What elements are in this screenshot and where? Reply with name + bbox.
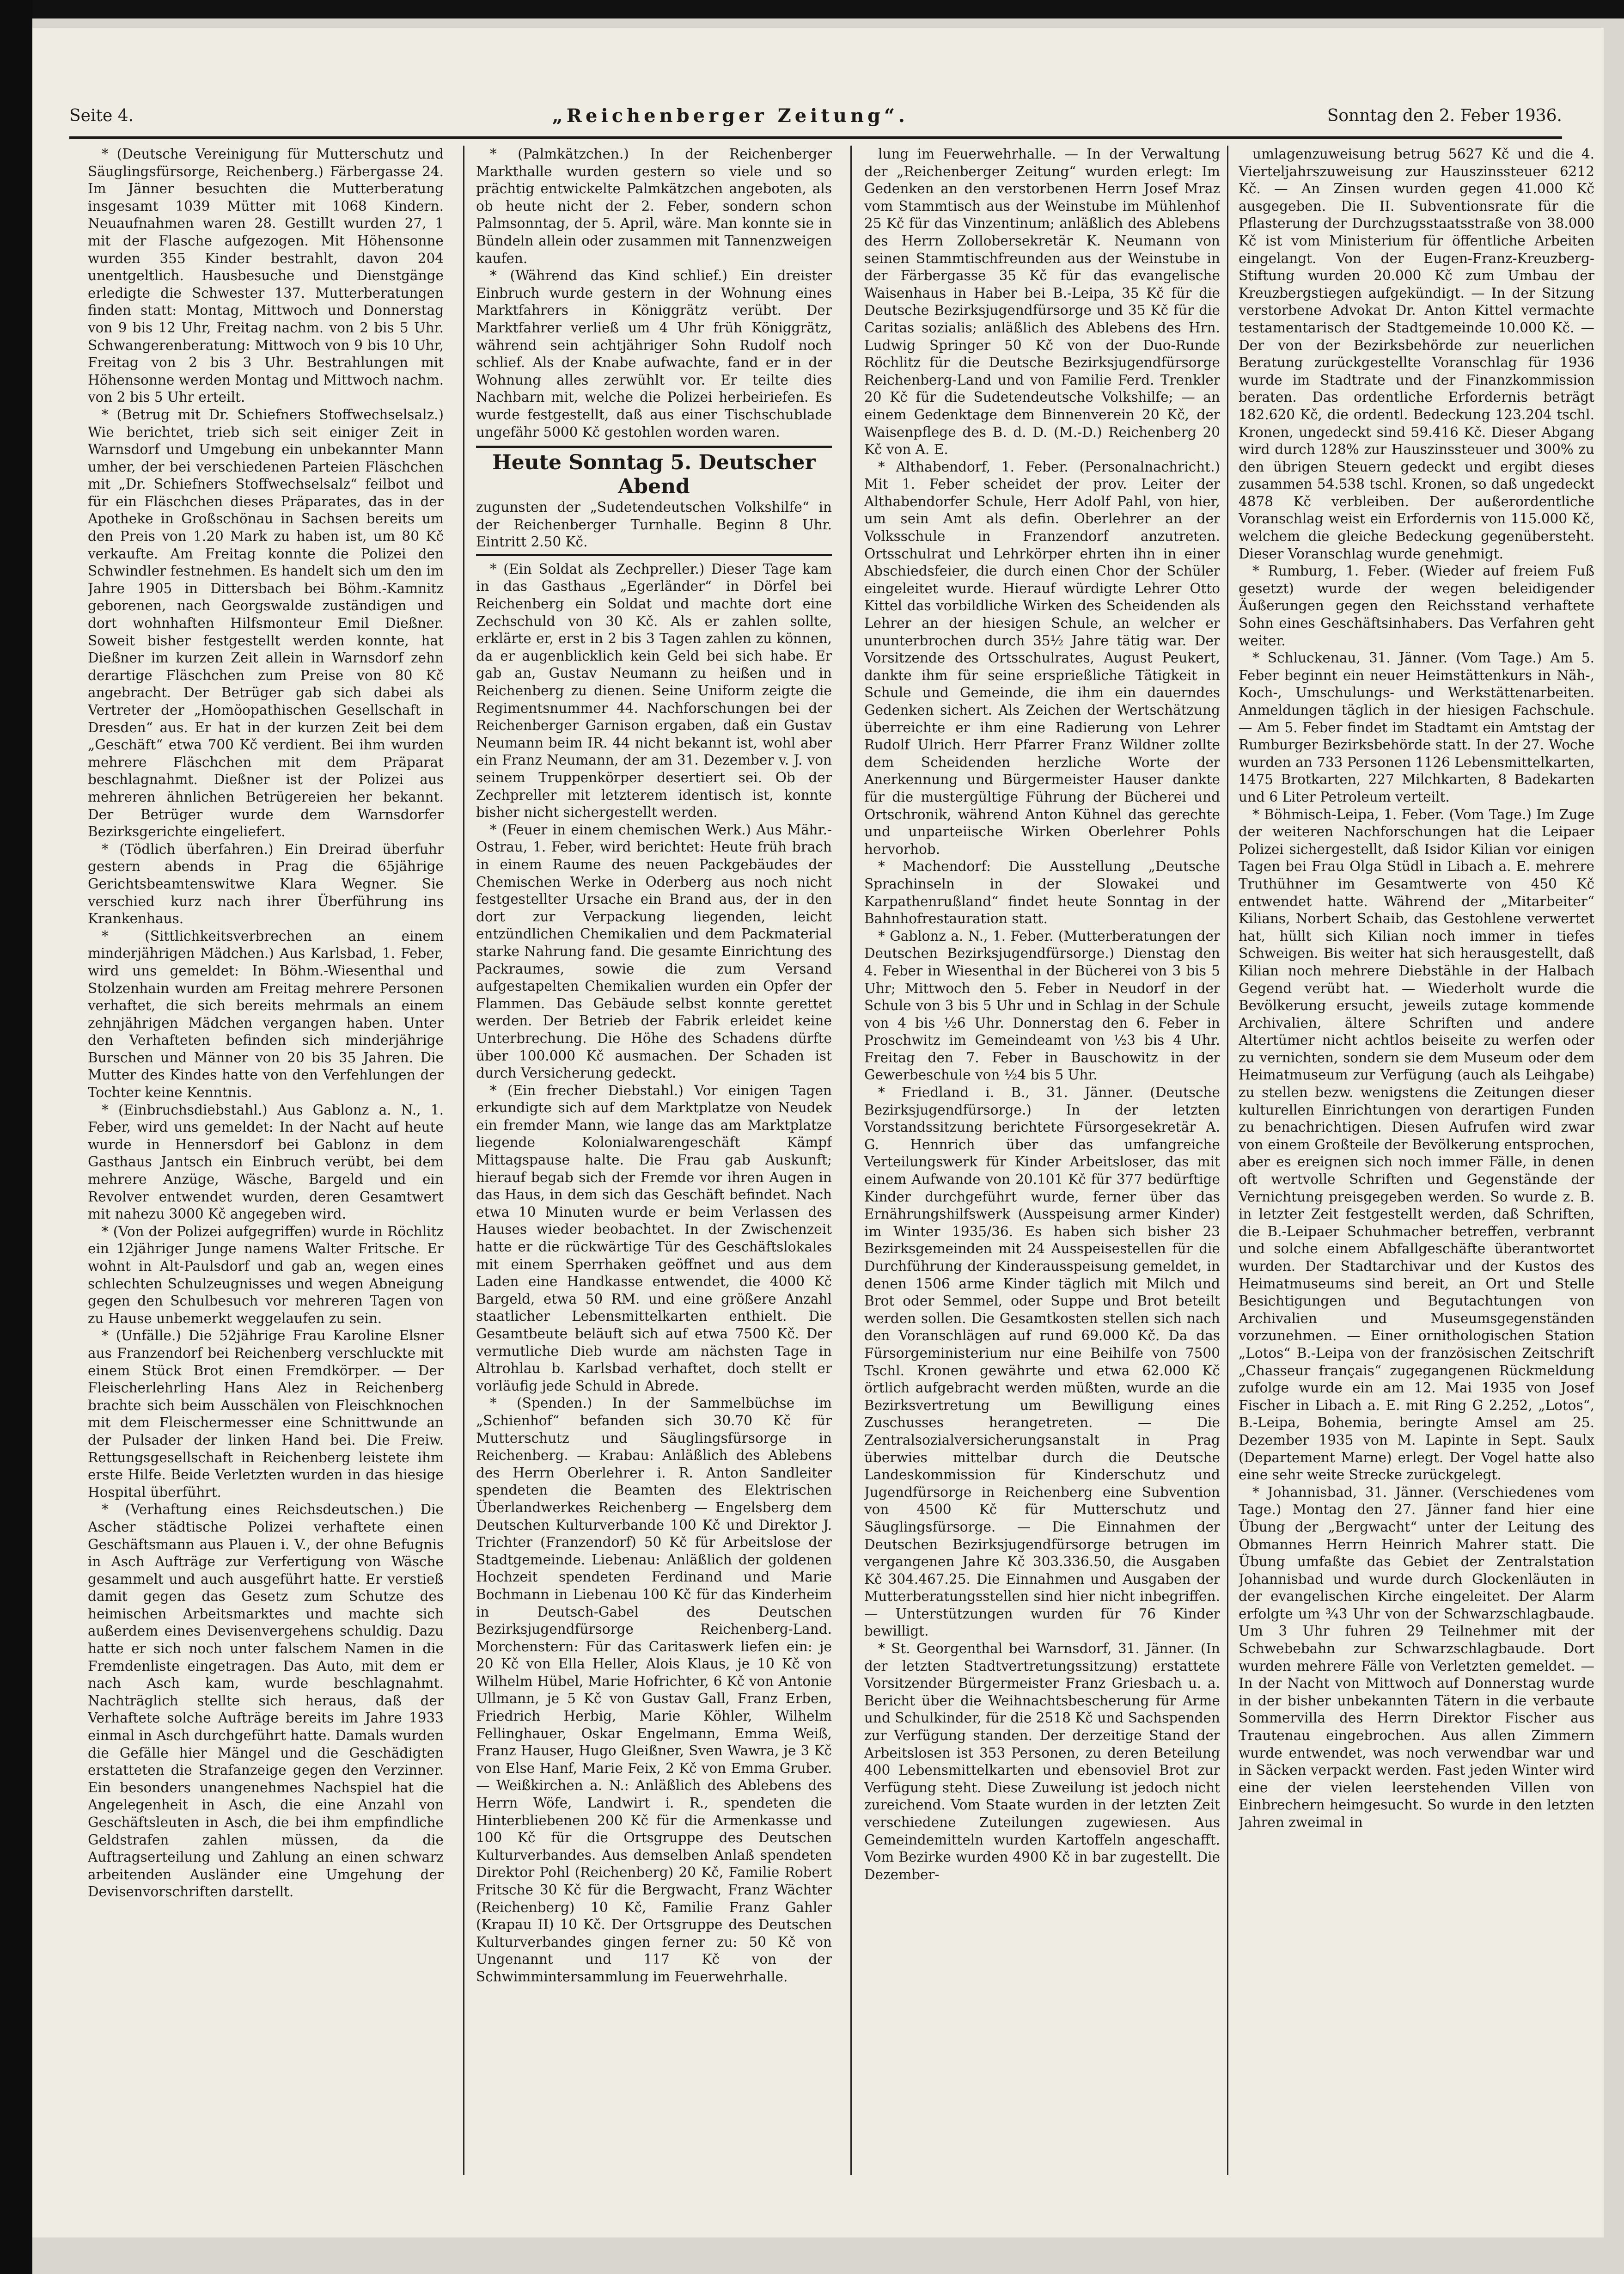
article: * Gablonz a. N., 1. Feber. (Mutterberatungen der Deutschen Bezirksjugendfürsorge.) Dienstag den 4. Feber in Wiesenthal in der Bücherei von 3 bis 5 Uhr; Mittwoch den 5. Feber in Neudorf in der Schule von 3 bis 5 Uhr und in Schlag in der Schule von 4 bis ½6 Uhr. Donnerstag den 6. Feber in Proschwitz im Gemeindeamt von ½3 bis 4 Uhr. Freitag den 7. Feber in Bauschowitz in der Gewerbeschule von ½4 bis 5 Uhr. <box>864 928 1220 1083</box>
article: * Althabendorf, 1. Feber. (Personalnachricht.) Mit 1. Feber scheidet der prov. Leiter der Althabendorfer Schule, Herr Adolf Pahl, von hier, um sein Amt als defin. Oberlehrer an der Volksschule in Franzendorf anzutreten. Ortsschulrat und Lehrkörper ehrten ihn in einer Abschiedsfeier, die durch einen Chor der Schüler eingeleitet wurde. Hierauf würdigte Lehrer Otto Kittel das vorbildliche Wirken des Scheidenden als Lehrer an der hiesigen Schule, an welcher er ununterbrochen durch 35½ Jahre tätig war. Der Vorsitzende des Ortsschulrates, August Peukert, dankte ihm für seine ersprießliche Tätigkeit in Schule und Gemeinde, die ihm ein dauerndes Gedenken sichert. Als Zeichen der Wertschätzung überreichte er ihm eine Radierung von Lehrer Rudolf Ulrich. Herr Pfarrer Franz Wildner zollte dem Scheidenden herzliche Worte der Anerkennung und Bürgermeister Hauser dankte für die mustergültige Führung der Bücherei und Ortschronik, während Anton Kühnel das gerechte und unparteiische Wirken Oberlehrer Pohls hervorhob. <box>864 459 1220 857</box>
page-number: Seite 4. <box>69 106 134 125</box>
page-header <box>69 99 1562 132</box>
article: * (Spenden.) In der Sammelbüchse im „Schienhof“ befanden sich 30.70 Kč für Mutterschutz und Säuglingsfürsorge in Reichenberg. — Krabau: Anläßlich des Ablebens des Herrn Oberlehrer i. R. Anton Sandleiter spendeten die Beamten des Elektrischen Überlandwerkes Reichenberg — Engelsberg dem Deutschen Kulturverbande 100 Kč und Direktor J. Trichter (Franzendorf) 50 Kč für Arbeitslose der Stadtgemeinde. Liebenau: Anläßlich der goldenen Hochzeit spendeten Ferdinand und Marie Bochmann in Liebenau 100 Kč für das Kinderheim in Deutsch-Gabel des Deutschen Bezirksjugendfürsorge Reichenberg-Land. Morchenstern: Für das Caritaswerk liefen ein: je 20 Kč von Ella Heller, Alois Klaus, je 10 Kč von Wilhelm Hübel, Marie Hofrichter, 6 Kč von Antonie Ullmann, je 5 Kč von Gustav Gall, Franz Erben, Friedrich Herbig, Marie Köhler, Wilhelm Fellinghauer, Oskar Engelmann, Emma Weiß, Franz Hauser, Hugo Gleißner, Sven Wawra, je 3 Kč von Else Hanf, Marie Feix, 2 Kč von Emma Gruber. — Weißkirchen a. N.: Anläßlich des Ablebens des Herrn Wöfe, Landwirt i. R., spendeten die Hinterbliebenen 200 Kč für die Armenkasse und 100 Kč für die Ortsgruppe des Deutschen Kulturverbandes. Aus demselben Anlaß spendeten Direktor Pohl (Reichenberg) 20 Kč, Familie Robert Fritsche 30 Kč für die Bergwacht, Franz Wächter (Reichenberg) 10 Kč, Familie Franz Gahler (Krapau II) 10 Kč. Der Ortsgruppe des Deutschen Kulturverbandes gingen ferner zu: 50 Kč von Ungenannt und 117 Kč von der Schwimmintersammlung im Feuerwehrhalle. <box>476 1395 832 1985</box>
article: * (Betrug mit Dr. Schiefners Stoffwechselsalz.) Wie berichtet, trieb sich seit einiger Zeit in Warnsdorf und Umgebung ein unbekannter Mann umher, der bei verschiedenen Parteien Fläschchen mit „Dr. Schiefners Stoffwechselsalz“ feilbot und für ein Fläschchen dieses Präparates, das in der Apotheke in Großschönau in Sachsen bereits um den Preis von 1.20 Mark zu haben ist, um 80 Kč verkaufte. Am Freitag konnte die Polizei den Schwindler festnehmen. Es handelt sich um den im Jahre 1905 in Dittersbach bei Böhm.-Kamnitz geborenen, nach Georgswalde zuständigen und dort wohnhaften Hilfsmonteur Emil Dießner. Soweit bisher festgestellt werden konnte, hat Dießner im kurzen Zeit allein in Warnsdorf zehn derartige Fläschchen zum Preise von 80 Kč angebracht. Der Betrüger gab sich dabei als Vertreter der „Homöopathischen Gesellschaft in Dresden“ aus. Er hat in der kurzen Zeit bei dem „Geschäft“ etwa 700 Kč verdient. Bei ihm wurden mehrere Fläschchen mit dem Präparat beschlagnahmt. Dießner ist der Polizei aus mehreren ähnlichen Betrügereien her bekannt. Der Betrüger wurde dem Warnsdorfer Bezirksgerichte eingeliefert. <box>88 406 444 840</box>
article: * (Unfälle.) Die 52jährige Frau Karoline Elsner aus Franzendorf bei Reichenberg verschluckte mit einem Stück Brot einen Fremdkörper. — Der Fleischerlehrling Hans Alez in Reichenberg brachte sich beim Ausschälen von Fleischknochen mit dem Fleischermesser eine Schnittwunde an der Pulsader der linken Hand bei. Die Freiw. Rettungsgesellschaft in Reichenberg leistete ihm erste Hilfe. Beide Verletzten wurden in das hiesige Hospital überführt. <box>88 1328 444 1500</box>
column-2 <box>476 146 832 2170</box>
article: * (Feuer in einem chemischen Werk.) Aus Mähr.-Ostrau, 1. Feber, wird berichtet: Heute früh brach in einem Raume des neuen Packgebäudes der Chemischen Werke in Oderberg aus noch nicht festgestellter Ursache ein Brand aus, der in den dort zur Verpackung liegenden, leicht entzündlichen Chemikalien und dem Packmaterial starke Nahrung fand. Die gesamte Einrichtung des Packraumes, sowie die zum Versand aufgestapelten Chemikalien wurden ein Opfer der Flammen. Das Gebäude selbst konnte gerettet werden. Der Betrieb der Fabrik erleidet keine Unterbrechung. Die Höhe des Schadens dürfte über 100.000 Kč ausmachen. Der Schaden ist durch Versicherung gedeckt. <box>476 821 832 1081</box>
article: * (Ein Soldat als Zechpreller.) Dieser Tage kam in das Gasthaus „Egerländer“ in Dörfel bei Reichenberg ein Soldat und machte dort eine Zechschuld von 30 Kč. Als er zahlen sollte, erklärte er, erst in 2 bis 3 Tagen zahlen zu können, da er augenblicklich kein Geld bei sich habe. Er gab an, Gustav Neumann zu heißen und in Reichenberg zu dienen. Seine Uniform zeigte die Regimentsnummer 44. Nachforschungen bei der Reichenberger Garnison ergaben, daß ein Gustav Neumann beim IR. 44 nicht bekannt ist, wohl aber ein Franz Neumann, der am 31. Dezember v. J. von seinem Truppenkörper desertiert sei. Ob der Zechpreller mit letzterem identisch ist, konnte bisher nicht sichergestellt werden. <box>476 561 832 821</box>
scan-border-top <box>0 0 1624 18</box>
article: * Johannisbad, 31. Jänner. (Verschiedenes vom Tage.) Montag den 27. Jänner fand hier eine Übung der „Bergwacht“ unter der Leitung des Obmannes Herrn Heinrich Mahrer statt. Die Übung umfaßte das Gebiet der Zentralstation Johannisbad und wurde durch Glockenläuten in der evangelischen Kirche eingeleitet. Der Alarm erfolgte um ¾3 Uhr von der Schwarzschlagbaude. Um 3 Uhr fuhren 29 Teilnehmer mit der Schwebebahn zur Schwarzschlagbaude. Dort wurden mehrere Fälle von Verletzten gemeldet. — In der Nacht von Mittwoch auf Donnerstag wurde in der bisher unbekannten Tätern in die verbaute Sommervilla des Herrn Direktor Fischer aus Trautenau eingebrochen. Aus allen Zimmern wurde entwendet, was noch verwendbar war und in Säcken verpackt werden. Fast jeden Winter wird eine der vielen leerstehenden Villen von Einbrechern heimgesucht. So wurde in den letzten Jahren zweimal in <box>1239 1484 1594 1830</box>
article: * Rumburg, 1. Feber. (Wieder auf freiem Fuß gesetzt) wurde der wegen beleidigender Äußerungen gegen den Reichsstand verhaftete Sohn eines Geschäftsinhabers. Das Verfahren geht weiter. <box>1239 563 1594 649</box>
scan-border-left <box>0 0 32 2274</box>
article: * (Verhaftung eines Reichsdeutschen.) Die Ascher städtische Polizei verhaftete einen Geschäftsmann aus Plauen i. V., der ohne Befugnis in Asch Aufträge zur Verfertigung von Wäsche gesammelt und auch ausgeführt hatte. Er verstieß damit gegen das Gesetz zum Schutze des heimischen Arbeitsmarktes und machte sich außerdem eines Devisenvergehens schuldig. Dazu hatte er sich noch unter falschem Namen in die Fremdenliste eingetragen. Das Auto, mit dem er nach Asch kam, wurde beschlagnahmt. Nachträglich stellte sich heraus, daß der Verhaftete solche Aufträge bereits im Jahre 1933 einmal in Asch durchgeführt hatte. Damals wurden die Gefälle hier Mängel und die Geschädigten erstatteten die Strafanzeige gegen den Verzinner. Ein besonders unangenehmes Nachspiel hat die Angelegenheit in Asch, die eine Anzahl von Geschäftsleuten in Asch, die bei ihm empfindliche Geldstrafen zahlen müssen, da die Auftragserteilung und Zahlung an einen schwarz arbeitenden Ausländer eine Umgehung der Devisenvorschriften darstellt. <box>88 1502 444 1900</box>
article: * Friedland i. B., 31. Jänner. (Deutsche Bezirksjugendfürsorge.) In der letzten Vorstandssitzung berichtete Fürsorgesekretär A. G. Hennrich über das umfangreiche Verteilungswerk für Kinder Arbeitsloser, das mit einem Aufwande von 20.101 Kč für 377 bedürftige Kinder durchgeführt wurde, ferner über das Ernährungshilfswerk (Ausspeisung armer Kinder) im Winter 1935/36. Es haben sich bisher 23 Bezirksgemeinden mit 24 Ausspeisestellen für die Durchführung der Kinderausspeisung gemeldet, in denen 1506 arme Kinder täglich mit Milch und Brot oder Semmel, oder Suppe und Brot beteilt werden sollen. Die Gesamtkosten stellen sich nach den Voranschlägen auf rund 69.000 Kč. Da das Fürsorgeministerium nur eine Beihilfe von 7500 Tschl. Kronen gewährte und etwa 62.000 Kč örtlich aufgebracht werden müßten, wurde an die Bezirksvertretung um Bewilligung eines Zuschusses herangetreten. — Die Zentralsozialversicherungsanstalt in Prag überwies mittelbar durch die Deutsche Landeskommission für Kinderschutz und Jugendfürsorge in Reichenberg eine Subvention von 4500 Kč für Mutterschutz und Säuglingsfürsorge. — Die Einnahmen der Deutschen Bezirksjugendfürsorge betrugen im vergangenen Jahre Kč 303.336.50, die Ausgaben Kč 304.467.25. Die Einnahmen und Ausgaben der Mutterberatungsstellen sind hier nicht inbegriffen. — Unterstützungen wurden für 76 Kinder bewilligt. <box>864 1085 1220 1639</box>
column-divider <box>463 146 464 2175</box>
article: * (Deutsche Vereinigung für Mutterschutz und Säuglingsfürsorge, Reichenberg.) Färbergasse 24. Im Jänner besuchten die Mutterberatung insgesamt 1039 Mütter mit 1068 Kindern. Neuaufnahmen waren 28. Gestillt wurden 27, 1 mit der Flasche aufgezogen. Mit Höhensonne wurden 355 Kinder bestrahlt, davon 204 unentgeltlich. Hausbesuche und Dienstgänge erledigte die Schwester 137. Mutterberatungen finden statt: Montag, Mittwoch und Donnerstag von 9 bis 12 Uhr, Freitag nachm. von 2 bis 5 Uhr. Schwangerenberatung: Mittwoch von 9 bis 10 Uhr, Freitag von 2 bis 3 Uhr. Bestrahlungen mit Höhensonne werden Montag und Mittwoch nachm. von 2 bis 5 Uhr erteilt. <box>88 146 444 405</box>
article: * Schluckenau, 31. Jänner. (Vom Tage.) Am 5. Feber beginnt ein neuer Heimstättenkurs in Näh-, Koch-, Umschulungs- und Werkstättenarbeiten. Anmeldungen täglich in der hiesigen Fachschule. — Am 5. Feber findet im Stadtamt ein Amtstag der Rumburger Bezirksbehörde statt. In der 27. Woche wurden an 733 Personen 1126 Lebensmittelkarten, 1475 Brotkarten, 227 Milchkarten, 8 Badekarten und 6 Liter Petroleum verteilt. <box>1239 650 1594 805</box>
article: * St. Georgenthal bei Warnsdorf, 31. Jänner. (In der letzten Stadtvertretungssitzung) erstattete Vorsitzender Bürgermeister Franz Griesbach u. a. Bericht über die Weihnachtsbescherung für Arme und Schulkinder, für die 2518 Kč und Sachspenden zur Verfügung standen. Der derzeitige Stand der Arbeitslosen ist 353 Personen, zu deren Beteilung 400 Lebensmittelkarten und ebensoviel Brot zur Verfügung steht. Diese Zuweilung ist jedoch nicht zureichend. Vom Staate wurden in der letzten Zeit verschiedene Zuteilungen zugewiesen. Aus Gemeindemitteln wurden Kartoffeln angeschafft. Vom Bezirke wurden 4900 Kč in bar zugestellt. Die Dezember- <box>864 1641 1220 1882</box>
article: * (Palmkätzchen.) In der Reichenberger Markthalle wurden gestern so viele und so prächtig entwickelte Palmkätzchen angeboten, als ob heute nicht der 2. Feber, sondern schon Palmsonntag, der 5. April, wäre. Man konnte sie in Bündeln allein oder zusammen mit Tannenzweigen kaufen. <box>476 146 832 266</box>
article: * (Ein frecher Diebstahl.) Vor einigen Tagen erkundigte sich auf dem Marktplatze von Neudek ein fremder Mann, wie lange das am Marktplatze liegende Kolonialwarengeschäft Kämpf Mittagspause halte. Die Frau gab Auskunft; hierauf begab sich der Fremde vor ihren Augen in das Haus, in dem sich das Geschäft befindet. Nach etwa 10 Minuten wurde er beim Verlassen des Hauses wieder beobachtet. In der Zwischenzeit hatte er die rückwärtige Tür des Geschäftslokales mit einem Sperrhaken geöffnet und aus dem Laden eine Handkasse entwendet, die 4000 Kč Bargeld, etwa 50 RM. und eine größere Anzahl staatlicher Lebensmittelkarten enthielt. Die Gesamtbeute beläuft sich auf etwa 7500 Kč. Der vermutliche Dieb wurde am nächsten Tage in Altrohlau b. Karlsbad verhaftet, doch stellt er vorläufig jede Schuld in Abrede. <box>476 1082 832 1394</box>
article: umlagenzuweisung betrug 5627 Kč und die 4. Vierteljahrszuweisung zur Hauszinssteuer 6212 Kč. — An Zinsen wurden gegen 41.000 Kč ausgegeben. Die II. Subventionsrate für die Pflasterung der Durchzugsstaatsstraße von 38.000 Kč ist vom Ministerium für öffentliche Arbeiten eingelangt. Von der Eugen-Franz-Kreuzberg-Stiftung wurden 20.000 Kč zum Umbau der Kreuzbergstiegen aufgekündigt. — In der Sitzung verstorbene Advokat Dr. Anton Kittel vermachte testamentarisch der Stadtgemeinde 10.000 Kč. — Der von der Bezirksbehörde zur neuerlichen Beratung zurückgestellte Voranschlag für 1936 wurde im Stadtrate und der Finanzkommission beraten. Das ordentliche Erfordernis beträgt 182.620 Kč, die ordentl. Bedeckung 123.204 tschl. Kronen, ungedeckt sind 59.416 Kč. Dieser Abgang wird durch 128% zur Hauszinssteuer und 300% zu den übrigen Steuern gedeckt und ergibt dieses zusammen 54.538 tschl. Kronen, so daß ungedeckt 4878 Kč verbleiben. Der außerordentliche Voranschlag weist ein Erfordernis von 115.000 Kč, welchem die gleiche Bedeckung gegenübersteht. Dieser Voranschlag wurde genehmigt. <box>1239 146 1594 562</box>
article: * Machendorf: Die Ausstellung „Deutsche Sprachinseln in der Slowakei und Karpathenrußland“ findet heute Sonntag in der Bahnhofrestauration statt. <box>864 858 1220 927</box>
header-rule <box>69 136 1562 139</box>
article: * (Tödlich überfahren.) Ein Dreirad überfuhr gestern abends in Prag die 65jährige Gerichtsbeamtenswitwe Klara Wegner. Sie verschied kurz nach ihrer Überführung ins Krankenhaus. <box>88 841 444 927</box>
column-divider <box>850 146 852 2175</box>
announcement-title: Heute Sonntag 5. Deutscher Abend <box>492 451 816 499</box>
column-divider <box>1227 146 1228 2175</box>
announcement-body: zugunsten der „Sudetendeutschen Volkshilfe“ in der Reichenberger Turnhalle. Beginn 8 Uhr. Eintritt 2.50 Kč. <box>476 499 832 550</box>
article: * (Einbruchsdiebstahl.) Aus Gablonz a. N., 1. Feber, wird uns gemeldet: In der Nacht auf heute wurde in Hennersdorf bei Gablonz in dem Gasthaus Jantsch ein Einbruch verübt, bei dem mehrere Anzüge, Wäsche, Bargeld und ein Revolver entwendet wurden, deren Gesamtwert mit nahezu 3000 Kč angegeben wird. <box>88 1102 444 1222</box>
article: * (Von der Polizei aufgegriffen) wurde in Röchlitz ein 12jähriger Junge namens Walter Fritsche. Er wohnt in Alt-Paulsdorf und gab an, wegen eines schlechten Schulzeugnisses und wegen Abneigung gegen den Schulbesuch vor mehreren Tagen von zu Hause unbemerkt weggelaufen zu sein. <box>88 1223 444 1326</box>
event-announcement <box>476 446 832 556</box>
column-1 <box>88 146 444 2170</box>
column-4 <box>1239 146 1594 2170</box>
article: * Böhmisch-Leipa, 1. Feber. (Vom Tage.) Im Zuge der weiteren Nachforschungen hat die Leipaer Polizei sichergestellt, daß Isidor Kilian vor einigen Tagen bei Frau Olga Stüdl in Libach a. E. mehrere Truthühner im Gesamtwerte von 450 Kč entwendet hatte. Während der „Mitarbeiter“ Kilians, Norbert Schaib, das Gestohlene verwertet hat, hüllt sich Kilian noch immer in tiefes Schweigen. Bis weiter hat sich herausgestellt, daß Kilian noch mehrere Diebstähle in der Halbach Gegend verübt hat. — Wiederholt wurde die Bevölkerung ersucht, jeweils zutage kommende Archivalien, ältere Schriften und andere Altertümer nicht achtlos beiseite zu werfen oder zu vernichten, sondern sie dem Museum oder dem Heimatmuseum zur Verfügung (auch als Leihgabe) zu stellen bezw. wenigstens die Zeitungen dieser kulturellen Einrichtungen von derartigen Funden zu benachrichtigen. Diesen Aufrufen wird zwar von einem Großteile der Bevölkerung entsprochen, aber es ereignen sich noch immer Fälle, in denen oft wertvolle Schriften und Gegenstände der Vernichtung preisgegeben werden. So wurde z. B. in letzter Zeit festgestellt werden, daß Schriften, die B.-Leipaer Schuhmacher betreffen, verbrannt und solche einem Abfallgeschäfte überantwortet wurden. Der Stadtarchivar und der Kustos des Heimatmuseums sind bereit, an Ort und Stelle Besichtigungen und Begutachtungen von Archivalien und Museumsgegenständen vorzunehmen. — Einer ornithologischen Station „Lotos“ B.-Leipa von der französischen Zeitschrift „Chasseur français“ zugegangenen Rückmeldung zufolge wurde ein am 12. Mai 1935 von Josef Fischer in Libach a. E. mit Ring G 2.252, „Lotos“, B.-Leipa, Bohemia, beringte Amsel am 25. Dezember 1935 von M. Lapinte in Sept. Saulx (Departement Marne) erlegt. Der Vogel hatte also eine sehr weite Strecke zurückgelegt. <box>1239 806 1594 1483</box>
column-3 <box>864 146 1220 2170</box>
masthead: „Reichenberger Zeitung“. <box>552 104 909 127</box>
article: * (Sittlichkeitsverbrechen an einem minderjährigen Mädchen.) Aus Karlsbad, 1. Feber, wird uns gemeldet: In Böhm.-Wiesenthal und Stolzenhain wurden am Freitag mehrere Personen verhaftet, die sich bereits mehrmals an einem zehnjährigen Mädchen vergangen haben. Unter den Verhafteten befinden sich minderjährige Burschen und Männer von 20 bis 35 Jahren. Die Mutter des Kindes hatte von den Verfehlungen der Tochter keine Kenntnis. <box>88 928 444 1101</box>
article: lung im Feuerwehrhalle. — In der Verwaltung der „Reichenberger Zeitung“ wurden erlegt: Im Gedenken an den verstorbenen Herrn Josef Mraz vom Stammtisch aus der Weinstube im Mühlenhof 25 Kč für das Vinzentinum; anläßlich des Ablebens des Herrn Zollobersekretär K. Neumann von seinen Stammtischfreunden aus der Weinstube in der Färbergasse 35 Kč für das evangelische Waisenhaus in Haber bei B.-Leipa, 35 Kč für die Deutsche Bezirksjugendfürsorge und 35 Kč für die Caritas sozialis; anläßlich des Ablebens des Hrn. Ludwig Springer 50 Kč von der Duo-Runde Röchlitz für die Deutsche Bezirksjugendfürsorge Reichenberg-Land und von Familie Ferd. Trenkler 20 Kč für die Sudetendeutsche Volkshilfe; — an einem Gedenktage dem Binnenverein 20 Kč, der Waisenpflege des B. d. D. (M.-D.) Reichenberg 20 Kč von A. E. <box>864 146 1220 458</box>
issue-date: Sonntag den 2. Feber 1936. <box>1327 106 1562 125</box>
article: * (Während das Kind schlief.) Ein dreister Einbruch wurde gestern in der Wohnung eines Marktfahrers in Königgrätz verübt. Der Marktfahrer verließ um 4 Uhr früh Königgrätz, während sein achtjähriger Sohn Rudolf noch schlief. Als der Knabe aufwachte, fand er in der Wohnung alles zerwühlt vor. Er teilte dies Nachbarn mit, welche die Polizei herbeiriefen. Es wurde festgestellt, daß aus einer Tischschublade ungefähr 5000 Kč gestohlen worden waren. <box>476 268 832 440</box>
